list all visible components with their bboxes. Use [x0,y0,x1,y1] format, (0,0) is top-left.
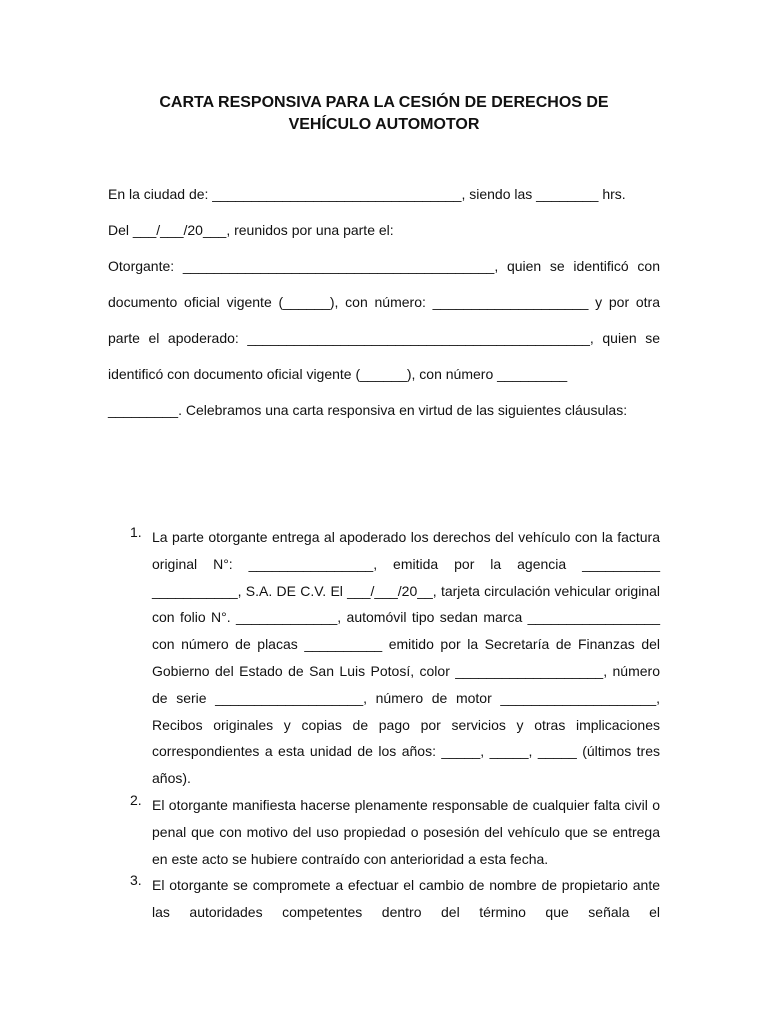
intro-city-line: En la ciudad de: ________________________________, siendo las ________ hrs. [108,186,626,202]
intro-parties-paragraph: Otorgante: ________________________________________, quien se identificó con documento oficial vigente (______), con número: ____________________ y por otra parte el apoderado: ____________________________________________, quien se identificó con documento oficial vigente (______), con número _________ [108,258,660,382]
intro-section [108,176,660,428]
list-item [108,792,660,872]
clause-text: La parte otorgante entrega al apoderado los derechos del vehículo con la factura original N°: ________________, emitida por la agencia __________ ___________, S.A. DE C.V. El ___/___/20__, tarjeta circulación vehicular original con folio N°. _____________, automóvil tipo sedan marca _________________ con número de placas __________ emitido por la Secretaría de Finanzas del Gobierno del Estado de San Luis Potosí, color ___________________, número de serie ___________________, número de motor ____________________, Recibos originales y copias de pago por servicios y otras implicaciones correspondientes a esta unidad de los años: _____, _____, _____ (últimos tres años). [152,529,660,787]
clause-number: 3. [130,872,142,889]
document-title [108,92,660,136]
clause-text: El otorgante manifiesta hacerse plenamente responsable de cualquier falta civil o penal que con motivo del uso propiedad o posesión del vehículo que se entrega en este acto se hubiere contraído con anterioridad a esta fecha. [152,796,660,867]
list-item [108,524,660,792]
clause-text: El otorgante se compromete a efectuar el cambio de nombre de propietario ante las autoridades competentes dentro del término que señala el [152,877,660,921]
intro-clauses-lead: _________. Celebramos una carta responsiva en virtud de las siguientes cláusulas: [108,402,628,418]
clause-number: 1. [130,524,142,540]
title-line-2: VEHÍCULO AUTOMOTOR [288,116,480,133]
intro-date-line: Del ___/___/20___, reunidos por una parte el: [108,222,394,238]
list-item [108,872,660,926]
title-line-1: CARTA RESPONSIVA PARA LA CESIÓN DE DERECHOS DE [159,94,609,111]
clause-number: 2. [130,791,142,808]
clauses-list [108,524,660,926]
